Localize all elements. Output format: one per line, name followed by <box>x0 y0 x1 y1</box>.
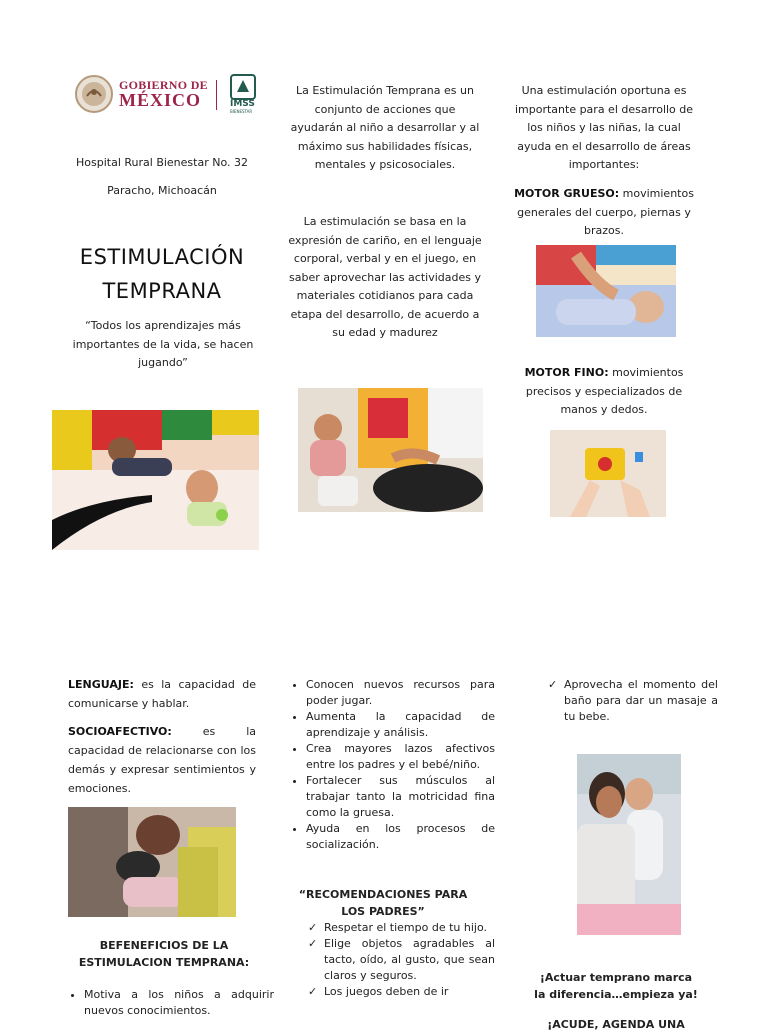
benefits-list-part1 <box>66 987 274 1019</box>
gobierno-logo <box>74 72 264 116</box>
city-name: Paracho, Michoacán <box>107 184 217 197</box>
bath-recommendation <box>546 677 718 725</box>
lenguaje-label: LENGUAJE: <box>68 678 134 691</box>
gob-line1: GOBIERNO DE <box>119 78 208 92</box>
socioafectivo-text <box>68 722 256 798</box>
recommendations-title: “RECOMENDACIONES PARA LOS PADRES” <box>298 888 468 918</box>
list-item: • Aumenta la capacidad de aprendizaje y análisis. <box>306 709 495 741</box>
motor-fino-label: MOTOR FINO: <box>524 366 609 379</box>
list-item: • Fortalecer sus músculos al trabajar tanto la motricidad fina como la gruesa. <box>306 773 495 821</box>
list-item: ✓ Aprovecha el momento del baño para dar un masaje a tu bebe. <box>548 678 718 723</box>
check-icon: ✓ <box>308 937 318 950</box>
closing-message: ¡Actuar temprano marca la diferencia…empieza ya! <box>534 971 698 1001</box>
motor-grueso-desc: movimientos generales del cuerpo, piernas y brazos. <box>517 187 694 237</box>
list-item: • Motiva a los niños a adquirir nuevos conocimientos. <box>84 987 274 1019</box>
socioafectivo-desc: es la capacidad de relacionarse con los demás y expresar sentimientos y emociones. <box>68 725 256 795</box>
check-icon: ✓ <box>308 921 318 934</box>
motor-grueso-text <box>514 185 694 241</box>
lenguaje-text <box>68 676 256 713</box>
recommendations-list <box>306 920 495 1000</box>
intro-paragraph: La Estimulación Temprana es un conjunto de acciones que ayudarán al niño a desarrollar y al máximo sus habilidades físicas, mentales y psicosociales. <box>290 84 480 171</box>
list-item: • Conocen nuevos recursos para poder jugar. <box>306 677 495 709</box>
photo-babies-mat <box>52 410 259 550</box>
list-item: ✓ Los juegos deben de ir <box>308 985 449 998</box>
list-item: ✓ Elige objetos agradables al tacto, oído, al gusto, que sean claros y seguros. <box>308 937 495 982</box>
page-title <box>52 240 272 308</box>
check-icon: ✓ <box>548 678 558 691</box>
benefits-list-part2 <box>288 677 495 853</box>
title-line1: ESTIMULACIÓN <box>79 245 245 269</box>
imss-text: IMSS <box>230 99 255 109</box>
check-icon: ✓ <box>308 985 318 998</box>
photo-motor-fino <box>550 430 666 517</box>
photo-baby-caretaker <box>298 388 483 512</box>
lenguaje-desc: es la capacidad de comunicarse y hablar. <box>68 678 256 710</box>
quote: “Todos los aprendizajes más importantes de la vida, se hacen jugando” <box>72 319 254 369</box>
photo-motor-grueso <box>536 245 676 337</box>
logo-divider <box>216 80 217 110</box>
photo-father-baby <box>68 807 236 917</box>
motor-grueso-label: MOTOR GRUESO: <box>514 187 620 200</box>
closing-message-2: ¡ACUDE, AGENDA UNA <box>547 1018 685 1031</box>
importance-paragraph: Una estimulación oportuna es importante para el desarrollo de los niños y las niñas, la cual ayuda en el desarrollo de áreas importantes: <box>514 84 694 171</box>
benefits-title: BEFENEFICIOS DE LA ESTIMULACION TEMPRANA: <box>78 939 250 969</box>
gov-seal-icon <box>74 74 114 114</box>
motor-fino-text <box>514 364 694 420</box>
list-item: • Ayuda en los procesos de socialización. <box>306 821 495 853</box>
hospital-name: Hospital Rural Bienestar No. 32 <box>76 156 248 169</box>
title-line2: TEMPRANA <box>102 279 222 303</box>
list-item: ✓ Respetar el tiempo de tu hijo. <box>308 921 487 934</box>
imss-sub: BIENESTAR <box>230 109 253 114</box>
imss-logo-icon <box>230 74 256 100</box>
list-item: • Crea mayores lazos afectivos entre los padres y el bebé/niño. <box>306 741 495 773</box>
photo-mother-baby <box>577 754 681 935</box>
gob-line2: MÉXICO <box>119 90 201 110</box>
basis-paragraph: La estimulación se basa en la expresión de cariño, en el lenguaje corporal, verbal y en el juego, en saber aprovechar las actividades y materiales cotidianos para cada etapa del desarrollo, de acuerdo a su edad y madurez <box>288 215 482 339</box>
motor-fino-desc: movimientos precisos y especializados de manos y dedos. <box>525 366 684 416</box>
socioafectivo-label: SOCIOAFECTIVO: <box>68 725 172 738</box>
